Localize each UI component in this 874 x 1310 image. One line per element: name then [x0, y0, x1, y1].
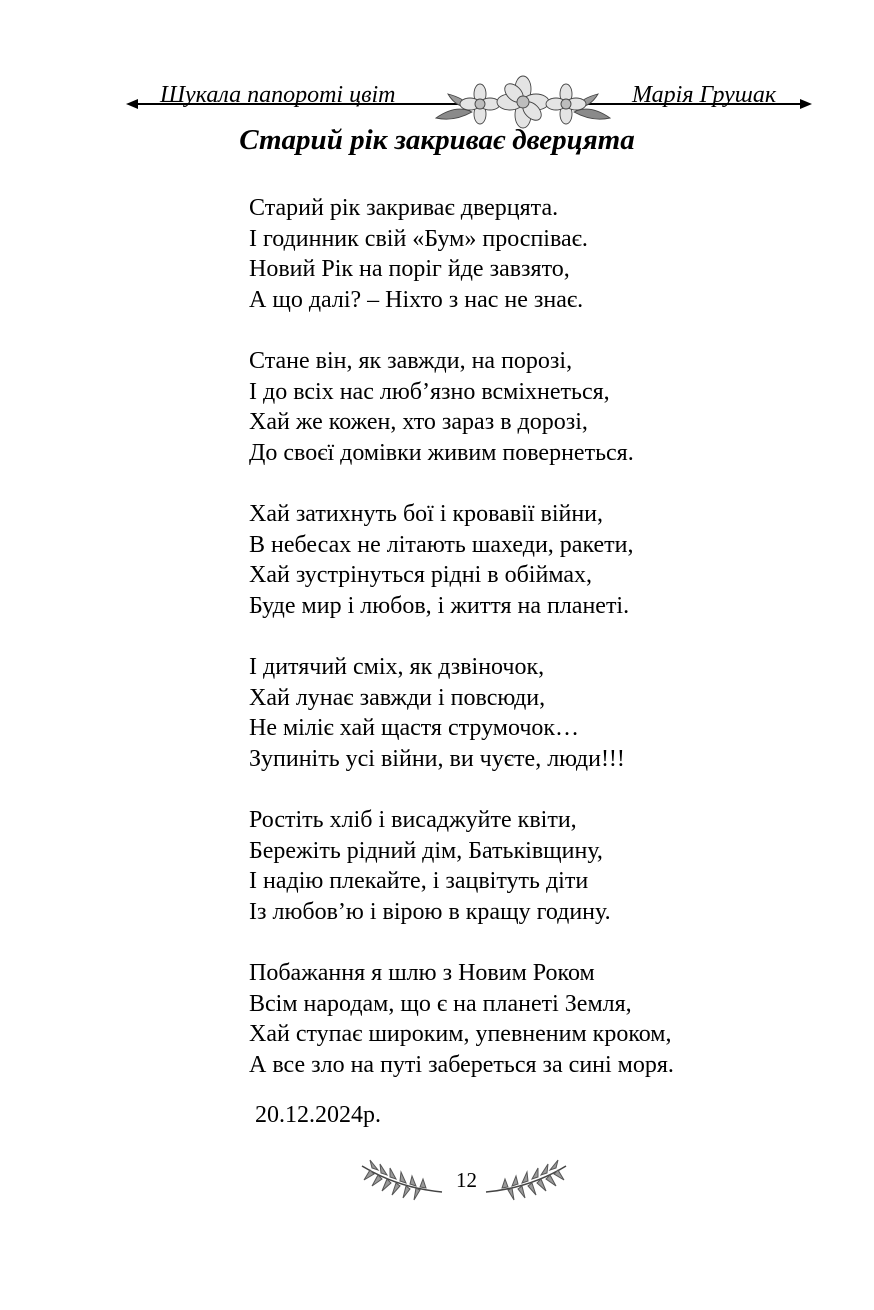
stanza — [249, 652, 674, 774]
poem-date: 20.12.2024р. — [255, 1102, 381, 1128]
poem-line: Хай лунає завжди і повсюди, — [249, 684, 546, 711]
poem-line: Стане він, як завжди, на порозі, — [249, 348, 573, 374]
poem-line: Хай же кожен, хто зараз в дорозі, — [249, 409, 588, 435]
poem-line: Хай ступає широким, упевненим кроком, — [249, 1021, 672, 1047]
poem-line: До своєї домівки живим повернеться. — [249, 439, 634, 466]
page-footer — [358, 1158, 570, 1218]
poem-line: І до всіх нас люб’язно всміхнеться, — [249, 378, 610, 405]
poem-line: Ростіть хліб і висаджуйте квіти, — [249, 807, 577, 833]
running-header — [0, 74, 874, 124]
stanza — [249, 499, 674, 621]
poem-line: Хай зустрінуться рідні в обіймах, — [249, 562, 592, 588]
poem-line: Зупиніть усі війни, ви чуєте, люди!!! — [249, 745, 625, 772]
poem-line: А все зло на путі забереться за сині моря. — [249, 1051, 674, 1078]
poem-line: В небесах не літають шахеди, ракети, — [249, 531, 634, 558]
poem-line: Побажання я шлю з Новим Роком — [249, 960, 595, 986]
page-number: 12 — [456, 1168, 477, 1192]
fern-leaf-icon — [358, 1158, 444, 1208]
poem-line: Бережіть рідний дім, Батьківщину, — [249, 837, 603, 864]
header-author: Марія Грушак — [632, 82, 777, 108]
poem-line: А що далі? – Ніхто з нас не знає. — [249, 286, 584, 313]
poem-line: Всім народам, що є на планеті Земля, — [249, 990, 632, 1017]
poem-line: Новий Рік на поріг йде завзято, — [249, 256, 570, 282]
poem-line: Хай затихнуть бої і кровавії війни, — [249, 501, 604, 527]
stanza — [249, 805, 674, 927]
poem-line: Не міліє хай щастя струмочок… — [249, 715, 580, 741]
stanza — [249, 958, 674, 1080]
fern-leaf-icon — [484, 1158, 570, 1208]
stanza — [249, 346, 674, 468]
poem-line: І надію плекайте, і зацвітуть діти — [249, 868, 589, 894]
poem-line: І дитячий сміх, як дзвіночок, — [249, 654, 545, 680]
poem-line: Буде мир і любов, і життя на планеті. — [249, 592, 630, 619]
stanza — [249, 193, 674, 315]
poem-line: Із любов’ю і вірою в кращу годину. — [249, 898, 611, 925]
poem-title: Старий рік закриває дверцята — [239, 124, 635, 156]
poem-body — [249, 193, 674, 1111]
poem-line: І годинник свій «Бум» проспіває. — [249, 225, 588, 252]
header-book-title: Шукала папороті цвіт — [160, 82, 396, 108]
poem-line: Старий рік закриває дверцята. — [249, 195, 559, 221]
